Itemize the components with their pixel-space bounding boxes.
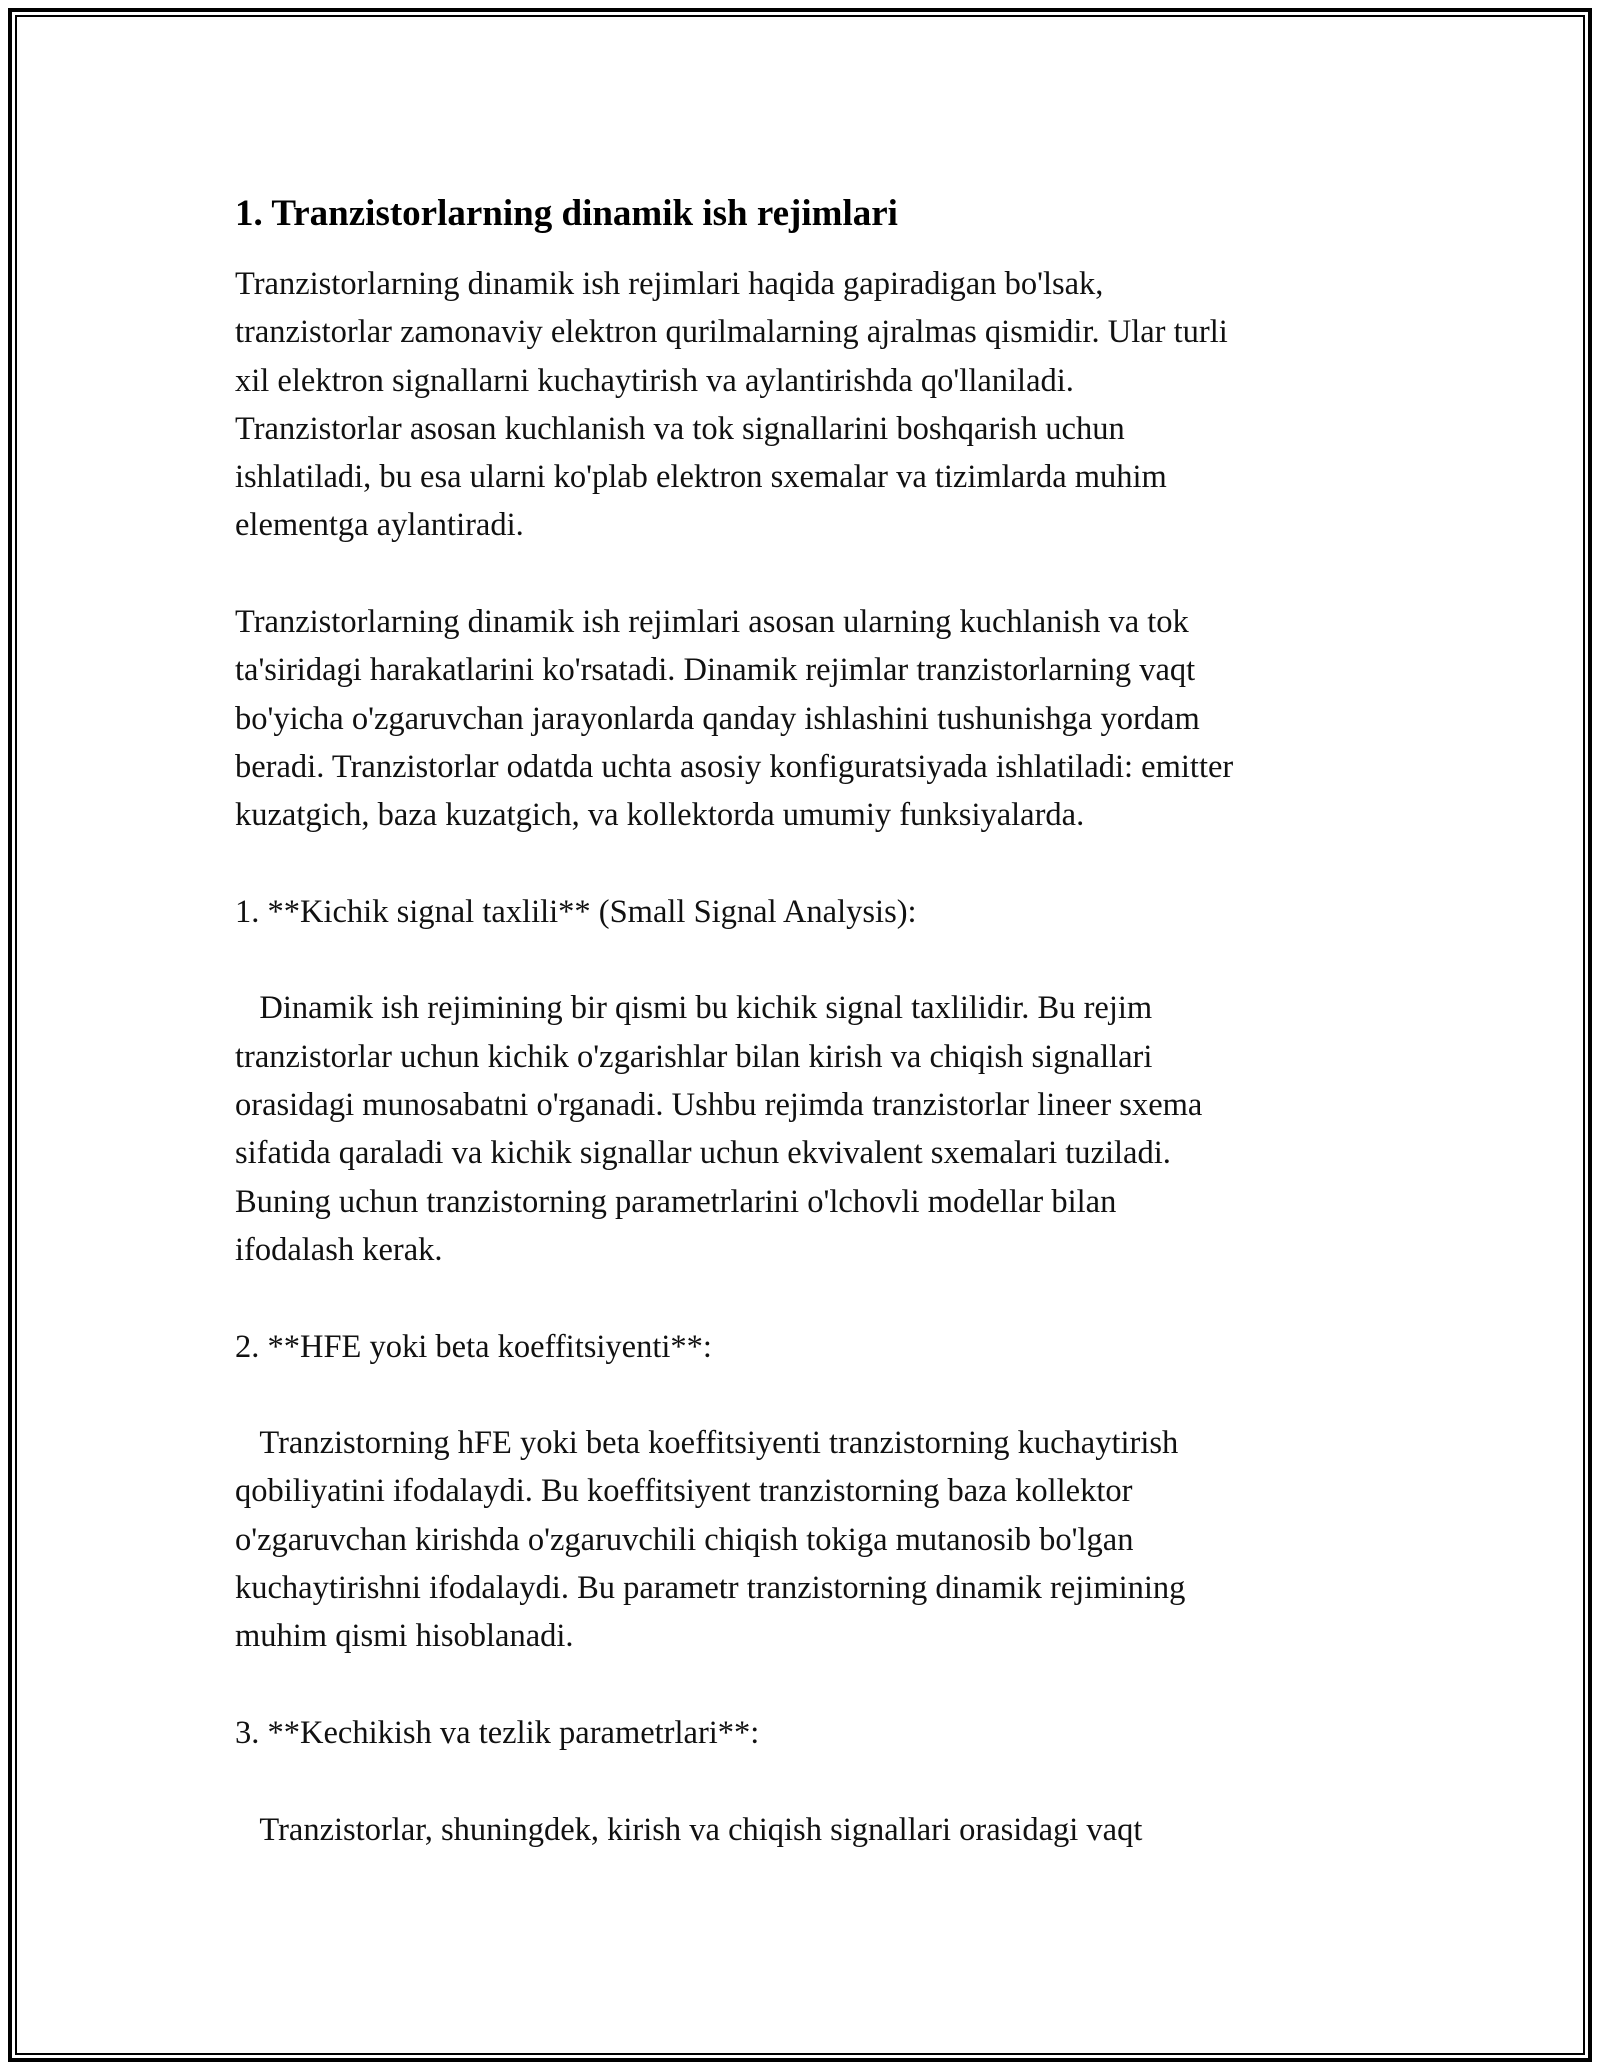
list-item-heading-1: 1. **Kichik signal taxlili** (Small Signal Analysis): xyxy=(235,893,917,930)
paragraph-spacer xyxy=(235,936,1395,984)
list-item-heading-3: 3. **Kechikish va tezlik parametrlari**: xyxy=(235,1714,760,1751)
paragraph-intro: Tranzistorlarning dinamik ish rejimlari haqida gapiradigan bo'lsak, tranzistorlar zamonaviy elektron qurilmalarning ajralmas qismidir. Ular turli xil elektron signallarni kuchaytirish va aylantirishda qo'llaniladi. Tranzistorlar asosan kuchlanish va tok signallarini boshqarish uchun ishlatiladi, bu esa ularni ko'plab elektron sxemalar va tizimlarda muhim elementga aylantiradi. xyxy=(235,266,1228,544)
list-item-body-3: Tranzistorlar, shuningdek, kirish va chiqish signallari orasidagi vaqt xyxy=(235,1811,1143,1848)
paragraph-spacer xyxy=(235,1757,1395,1805)
section-heading: 1. Tranzistorlarning dinamik ish rejimlari xyxy=(235,193,898,234)
paragraph-spacer xyxy=(235,1274,1395,1322)
list-item-body-1: Dinamik ish rejimining bir qismi bu kichik signal taxlilidir. Bu rejim tranzistorlar uchun kichik o'zgarishlar bilan kirish va chiqish signallari orasidagi munosabatni o'rganadi. Ushbu rejimda tranzistorlar lineer sxema sifatida qaraladi va kichik signallar uchun ekvivalent sxemalari tuziladi. Buning uchun tranzistorning parametrlarini o'lchovli modellar bilan ifodalash kerak. xyxy=(235,990,1203,1268)
list-item-heading-2: 2. **HFE yoki beta koeffitsiyenti**: xyxy=(235,1328,712,1365)
paragraph-spacer xyxy=(235,550,1395,598)
list-item-body-2: Tranzistorning hFE yoki beta koeffitsiyenti tranzistorning kuchaytirish qobiliyatini ifodalaydi. Bu koeffitsiyent tranzistorning baza kollektor o'zgaruvchan kirishda o'zgaruvchili chiqish tokiga mutanosib bo'lgan kuchaytirishni ifodalaydi. Bu parametr tranzistorning dinamik rejimining muhim qismi hisoblanadi. xyxy=(235,1425,1186,1655)
document-body xyxy=(235,188,1395,1854)
paragraph-spacer xyxy=(235,840,1395,888)
paragraph-dynamic-modes: Tranzistorlarning dinamik ish rejimlari asosan ularning kuchlanish va tok ta'siridagi harakatlarini ko'rsatadi. Dinamik rejimlar tranzistorlarning vaqt bo'yicha o'zgaruvchan jarayonlarda qanday ishlashini tushunishga yordam beradi. Tranzistorlar odatda uchta asosiy konfiguratsiyada ishlatiladi: emitter kuzatgich, baza kuzatgich, va kollektorda umumiy funksiyalarda. xyxy=(235,604,1234,834)
paragraph-spacer xyxy=(235,1371,1395,1419)
paragraph-spacer xyxy=(235,1661,1395,1709)
